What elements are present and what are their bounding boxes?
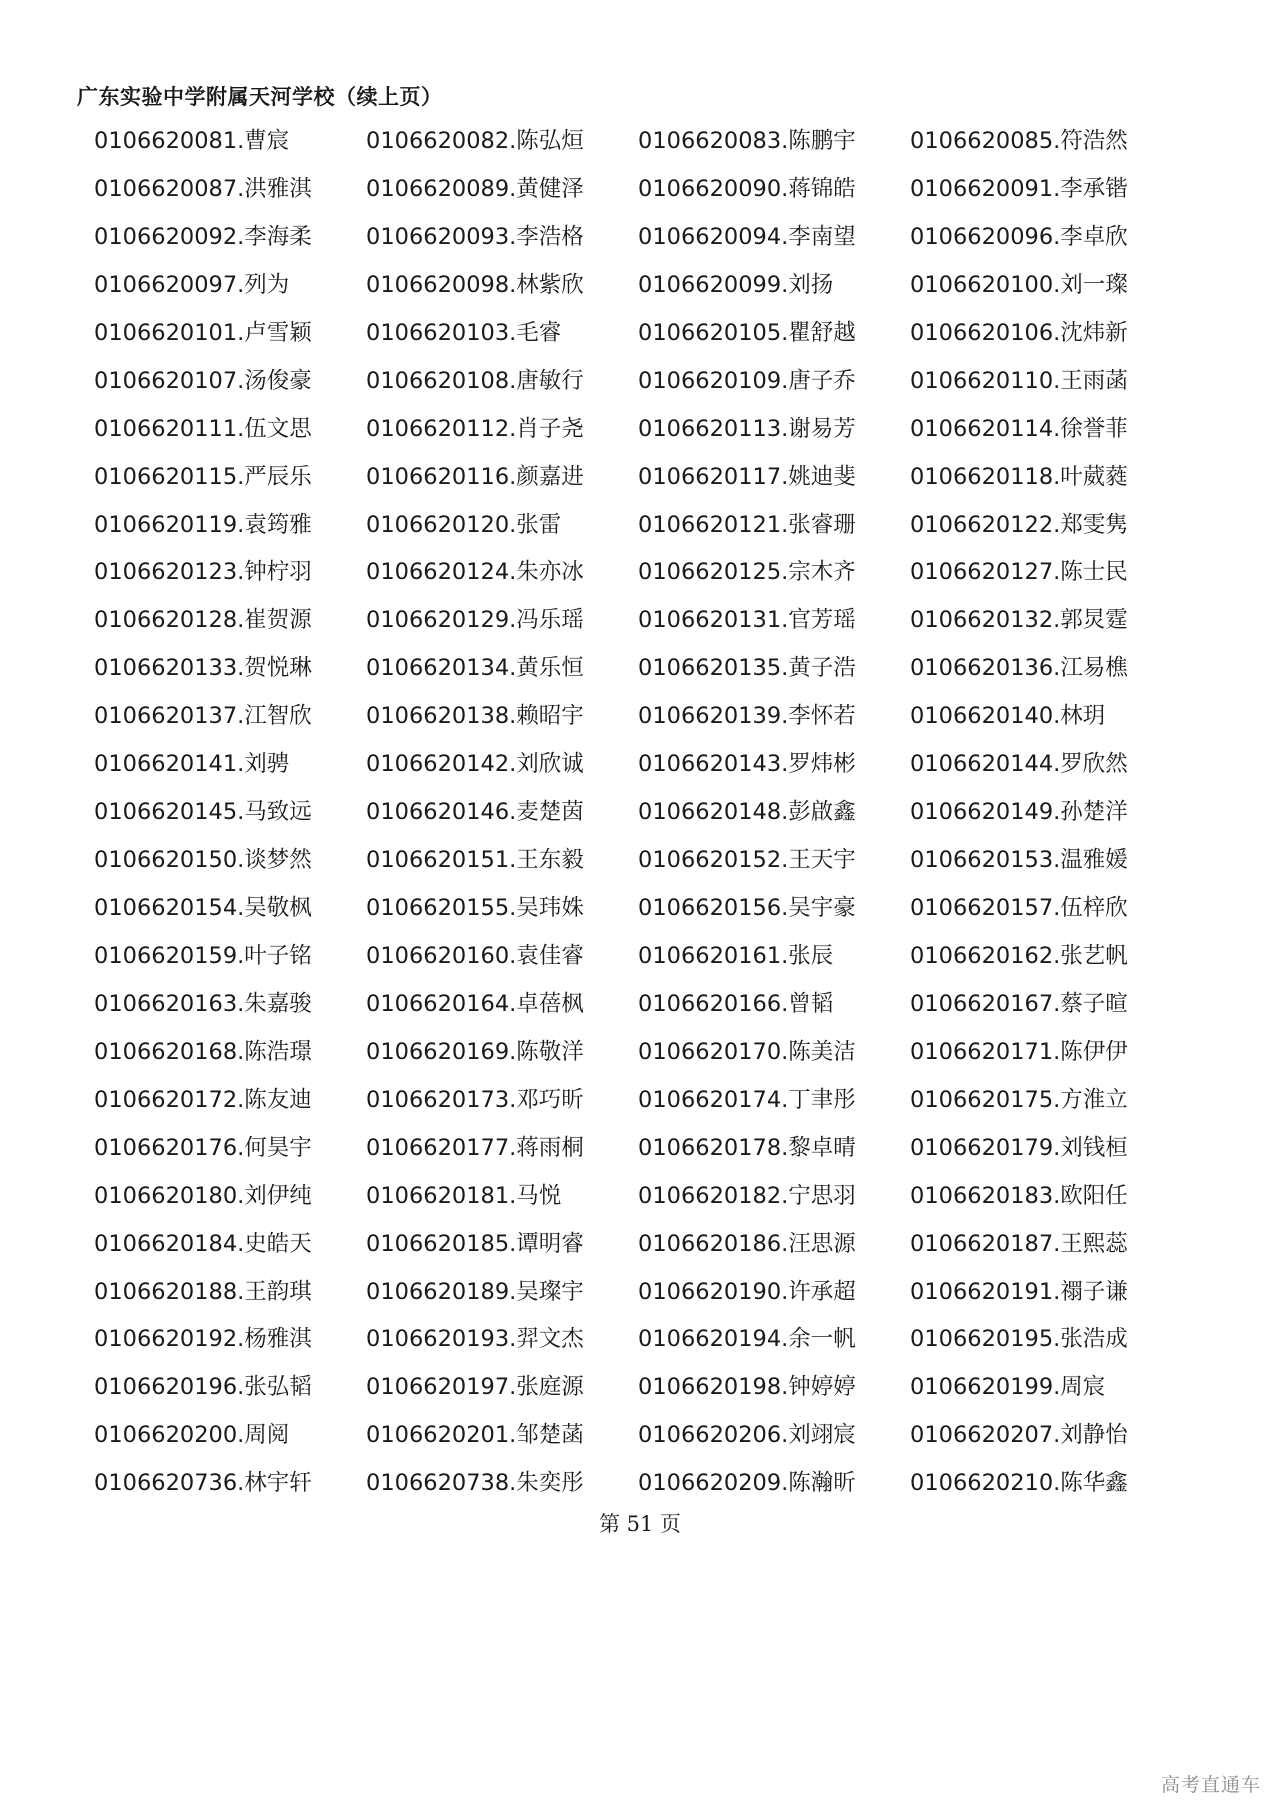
- list-item: 0106620151.王东毅: [366, 847, 584, 874]
- page-number: 第 51 页: [598, 1512, 682, 1536]
- list-item: 0106620125.宗木齐: [638, 559, 856, 586]
- list-item: 0106620119.袁筠雅: [94, 511, 312, 538]
- list-item: 0106620162.张艺帆: [910, 942, 1128, 969]
- list-item: 0106620167.蔡子暄: [910, 990, 1128, 1017]
- list-item: 0106620133.贺悦琳: [94, 655, 312, 682]
- list-item: 0106620132.郭炅霆: [910, 607, 1128, 634]
- list-item: 0106620156.吴宇豪: [638, 895, 856, 921]
- list-item: 0106620148.彭啟鑫: [638, 799, 856, 826]
- list-item: 0106620082.陈弘烜: [366, 128, 584, 154]
- list-item: 0106620155.吴玮姝: [366, 895, 584, 921]
- list-item: 0106620115.严辰乐: [94, 463, 312, 490]
- list-item: 0106620106.沈炜新: [910, 319, 1128, 346]
- list-item: 0106620121.张睿珊: [638, 511, 856, 538]
- list-item: 0106620128.崔贺源: [94, 607, 312, 634]
- list-item: 0106620191.禤子谦: [910, 1278, 1128, 1305]
- list-item: 0106620174.丁聿彤: [638, 1086, 856, 1113]
- list-item: 0106620117.姚迪斐: [638, 463, 856, 490]
- list-item: 0106620131.官芳瑶: [638, 607, 856, 634]
- list-item: 0106620170.陈美洁: [638, 1038, 856, 1065]
- list-item: 0106620144.罗欣然: [910, 751, 1128, 778]
- list-item: 0106620175.方淮立: [910, 1086, 1128, 1113]
- list-item: 0106620116.颜嘉进: [366, 463, 584, 490]
- list-item: 0106620181.马悦: [366, 1182, 562, 1209]
- list-item: 0106620107.汤俊豪: [94, 367, 312, 394]
- list-item: 0106620136.江易樵: [910, 655, 1128, 682]
- list-item: 0106620738.朱奕彤: [366, 1470, 584, 1497]
- list-item: 0106620149.孙楚洋: [910, 799, 1128, 826]
- list-item: 0106620164.卓蓓枫: [366, 990, 584, 1017]
- list-item: 0106620206.刘翊宸: [638, 1422, 856, 1449]
- list-item: 0106620122.郑雯隽: [910, 511, 1128, 538]
- list-item: 0106620110.王雨菡: [910, 367, 1128, 394]
- list-item: 0106620124.朱亦冰: [366, 559, 584, 586]
- list-item: 0106620157.伍梓欣: [910, 895, 1128, 921]
- list-item: 0106620141.刘骋: [94, 751, 290, 778]
- list-item: 0106620089.黄健泽: [366, 175, 584, 202]
- list-item: 0106620171.陈伊伊: [910, 1038, 1128, 1065]
- list-item: 0106620178.黎卓晴: [638, 1134, 856, 1161]
- admission-list: [94, 125, 1194, 1515]
- list-item: 0106620176.何昊宇: [94, 1134, 312, 1161]
- list-item: 0106620179.刘钱桓: [910, 1134, 1128, 1161]
- list-item: 0106620152.王天宇: [638, 847, 856, 874]
- list-item: 0106620736.林宇轩: [94, 1470, 312, 1497]
- list-item: 0106620161.张辰: [638, 942, 834, 969]
- list-item: 0106620199.周宸: [910, 1374, 1106, 1401]
- list-item: 0106620197.张庭源: [366, 1374, 584, 1401]
- list-item: 0106620137.江智欣: [94, 703, 312, 730]
- list-item: 0106620097.列为: [94, 271, 290, 298]
- list-item: 0106620189.吴璨宇: [366, 1278, 584, 1305]
- list-item: 0106620109.唐子乔: [638, 367, 856, 394]
- list-item: 0106620207.刘静怡: [910, 1422, 1128, 1449]
- list-item: 0106620127.陈士民: [910, 559, 1128, 586]
- list-item: 0106620146.麦楚茵: [366, 799, 584, 826]
- list-item: 0106620118.叶葳蕤: [910, 463, 1128, 490]
- list-item: 0106620159.叶子铭: [94, 942, 312, 969]
- list-item: 0106620098.林紫欣: [366, 271, 584, 298]
- list-item: 0106620140.林玥: [910, 703, 1106, 730]
- list-item: 0106620192.杨雅淇: [94, 1326, 312, 1353]
- list-item: 0106620172.陈友迪: [94, 1086, 312, 1113]
- list-item: 0106620153.温雅媛: [910, 847, 1128, 874]
- list-item: 0106620087.洪雅淇: [94, 175, 312, 202]
- list-item: 0106620190.许承超: [638, 1278, 856, 1305]
- list-item: 0106620195.张浩成: [910, 1326, 1128, 1353]
- list-item: 0106620150.谈梦然: [94, 847, 312, 874]
- list-item: 0106620186.汪思源: [638, 1230, 856, 1257]
- list-item: 0106620111.伍文思: [94, 415, 312, 442]
- list-item: 0106620188.王韵琪: [94, 1278, 312, 1305]
- list-item: 0106620108.唐敏行: [366, 367, 584, 394]
- list-item: 0106620182.宁思羽: [638, 1182, 856, 1209]
- list-item: 0106620154.吴敬枫: [94, 895, 312, 921]
- list-item: 0106620210.陈华鑫: [910, 1470, 1128, 1497]
- list-item: 0106620184.史皓天: [94, 1230, 312, 1257]
- list-item: 0106620163.朱嘉骏: [94, 990, 312, 1017]
- list-item: 0106620135.黄子浩: [638, 655, 856, 682]
- list-item: 0106620093.李浩格: [366, 223, 584, 250]
- list-item: 0106620168.陈浩璟: [94, 1038, 312, 1065]
- list-item: 0106620085.符浩然: [910, 128, 1128, 154]
- list-item: 0106620139.李怀若: [638, 703, 856, 730]
- list-item: 0106620169.陈敬洋: [366, 1038, 584, 1065]
- list-item: 0106620081.曹宸: [94, 128, 290, 154]
- list-item: 0106620091.李承锴: [910, 175, 1128, 202]
- watermark-text: 高考直通车: [1160, 1774, 1261, 1796]
- list-item: 0106620143.罗炜彬: [638, 751, 856, 778]
- list-item: 0106620138.赖昭宇: [366, 703, 584, 730]
- list-item: 0106620113.谢易芳: [638, 415, 856, 442]
- list-item: 0106620166.曾韬: [638, 990, 834, 1017]
- list-item: 0106620194.余一帆: [638, 1326, 856, 1353]
- list-item: 0106620123.钟柠羽: [94, 559, 312, 586]
- list-item: 0106620101.卢雪颖: [94, 319, 312, 346]
- list-item: 0106620120.张雷: [366, 511, 562, 538]
- list-item: 0106620180.刘伊纯: [94, 1182, 312, 1209]
- list-item: 0106620201.邹楚菡: [366, 1422, 584, 1449]
- list-item: 0106620083.陈鹏宇: [638, 128, 856, 154]
- list-item: 0106620129.冯乐瑶: [366, 607, 584, 634]
- list-item: 0106620092.李海柔: [94, 223, 312, 250]
- list-item: 0106620200.周阅: [94, 1422, 290, 1449]
- list-item: 0106620185.谭明睿: [366, 1230, 584, 1257]
- list-item: 0106620183.欧阳任: [910, 1182, 1128, 1209]
- list-item: 0106620142.刘欣诚: [366, 751, 584, 778]
- list-item: 0106620096.李卓欣: [910, 223, 1128, 250]
- list-item: 0106620094.李南望: [638, 223, 856, 250]
- list-item: 0106620112.肖子尧: [366, 415, 584, 442]
- list-item: 0106620198.钟婷婷: [638, 1374, 856, 1401]
- list-item: 0106620105.瞿舒越: [638, 319, 856, 346]
- list-item: 0106620160.袁佳睿: [366, 942, 584, 969]
- list-item: 0106620177.蒋雨桐: [366, 1134, 584, 1161]
- list-item: 0106620099.刘扬: [638, 271, 834, 298]
- list-item: 0106620114.徐誉菲: [910, 415, 1128, 442]
- list-item: 0106620145.马致远: [94, 799, 312, 826]
- list-item: 0106620103.毛睿: [366, 319, 562, 346]
- list-item: 0106620100.刘一璨: [910, 271, 1128, 298]
- list-item: 0106620090.蒋锦皓: [638, 175, 856, 202]
- list-item: 0106620193.羿文杰: [366, 1326, 584, 1353]
- list-item: 0106620209.陈瀚昕: [638, 1470, 856, 1497]
- section-heading: 广东实验中学附属天河学校（续上页）: [77, 85, 443, 109]
- list-item: 0106620196.张弘韬: [94, 1374, 312, 1401]
- list-item: 0106620134.黄乐恒: [366, 655, 584, 682]
- list-item: 0106620187.王熙蕊: [910, 1230, 1128, 1257]
- list-item: 0106620173.邓巧昕: [366, 1086, 584, 1113]
